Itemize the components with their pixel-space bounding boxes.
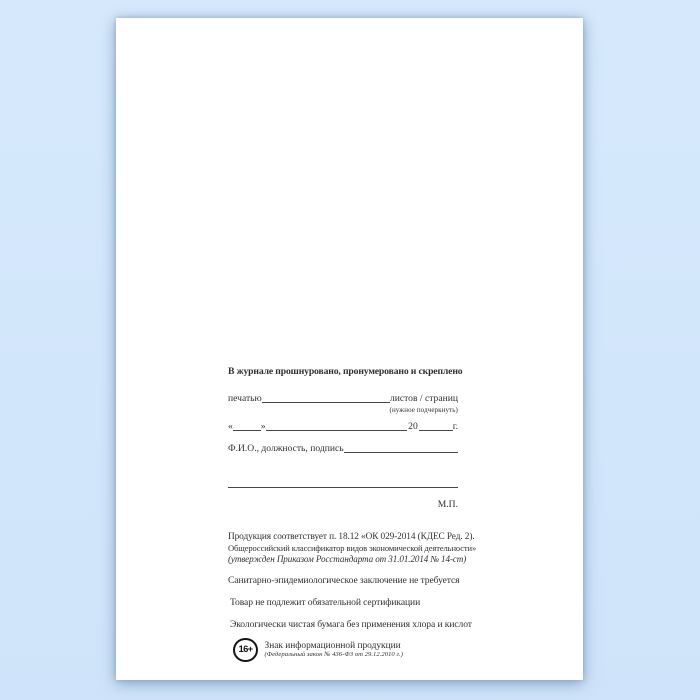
- age-16-plus-icon: 16+: [233, 638, 258, 662]
- close-quote: »: [260, 421, 266, 432]
- certification-note: Товар не подлежит обязательной сертификации: [230, 597, 421, 608]
- age-mark-row: [228, 638, 458, 662]
- year-suffix-label: г.: [452, 421, 458, 432]
- journal-bound-statement: В журнале прошнуровано, пронумеровано и скреплено: [228, 366, 463, 377]
- eco-paper-note: Экологически чистая бумага без применения хлора и кислот: [230, 619, 472, 630]
- fio-row: [228, 442, 458, 455]
- signature-blank-line: [228, 486, 458, 488]
- compliance-block: [228, 532, 477, 565]
- federal-law-reference: (Федеральный закон № 436-ФЗ от 29.12.2010 г.): [264, 651, 403, 658]
- year-blank-line: [419, 429, 453, 431]
- seal-prefix-label: печатью: [228, 393, 262, 404]
- year-prefix-label: 20: [408, 421, 418, 432]
- seal-blank-line: [262, 401, 390, 403]
- fio-blank-line: [344, 451, 458, 453]
- month-blank-line: [266, 429, 408, 431]
- back-cover-text-block: [228, 366, 477, 662]
- date-row: [228, 420, 458, 433]
- underline-instruction-note: (нужное подчеркнуть): [389, 406, 458, 414]
- compliance-line-3: (утвержден Приказом Росстандарта от 31.01.2014 № 14-ст): [228, 554, 467, 564]
- compliance-line-2: Общероссийский классификатор видов экономической деятельности»: [228, 543, 477, 553]
- information-product-mark-label: Знак информационной продукции: [264, 641, 401, 651]
- seal-sheets-row: [228, 392, 458, 405]
- day-blank-line: [233, 429, 261, 431]
- compliance-line-1: Продукция соответствует п. 18.12 «ОК 029-2014 (КДЕС Ред. 2).: [228, 532, 475, 542]
- sanitary-note: Санитарно-эпидемиологическое заключение не требуется: [228, 575, 460, 586]
- fio-label: Ф.И.О., должность, подпись: [228, 443, 344, 454]
- age-mark-text: [265, 638, 403, 659]
- stamp-place-label: М.П.: [437, 499, 458, 510]
- sheets-pages-label: листов / страниц: [389, 393, 458, 404]
- document-page: [116, 18, 583, 680]
- open-quote: «: [228, 421, 233, 432]
